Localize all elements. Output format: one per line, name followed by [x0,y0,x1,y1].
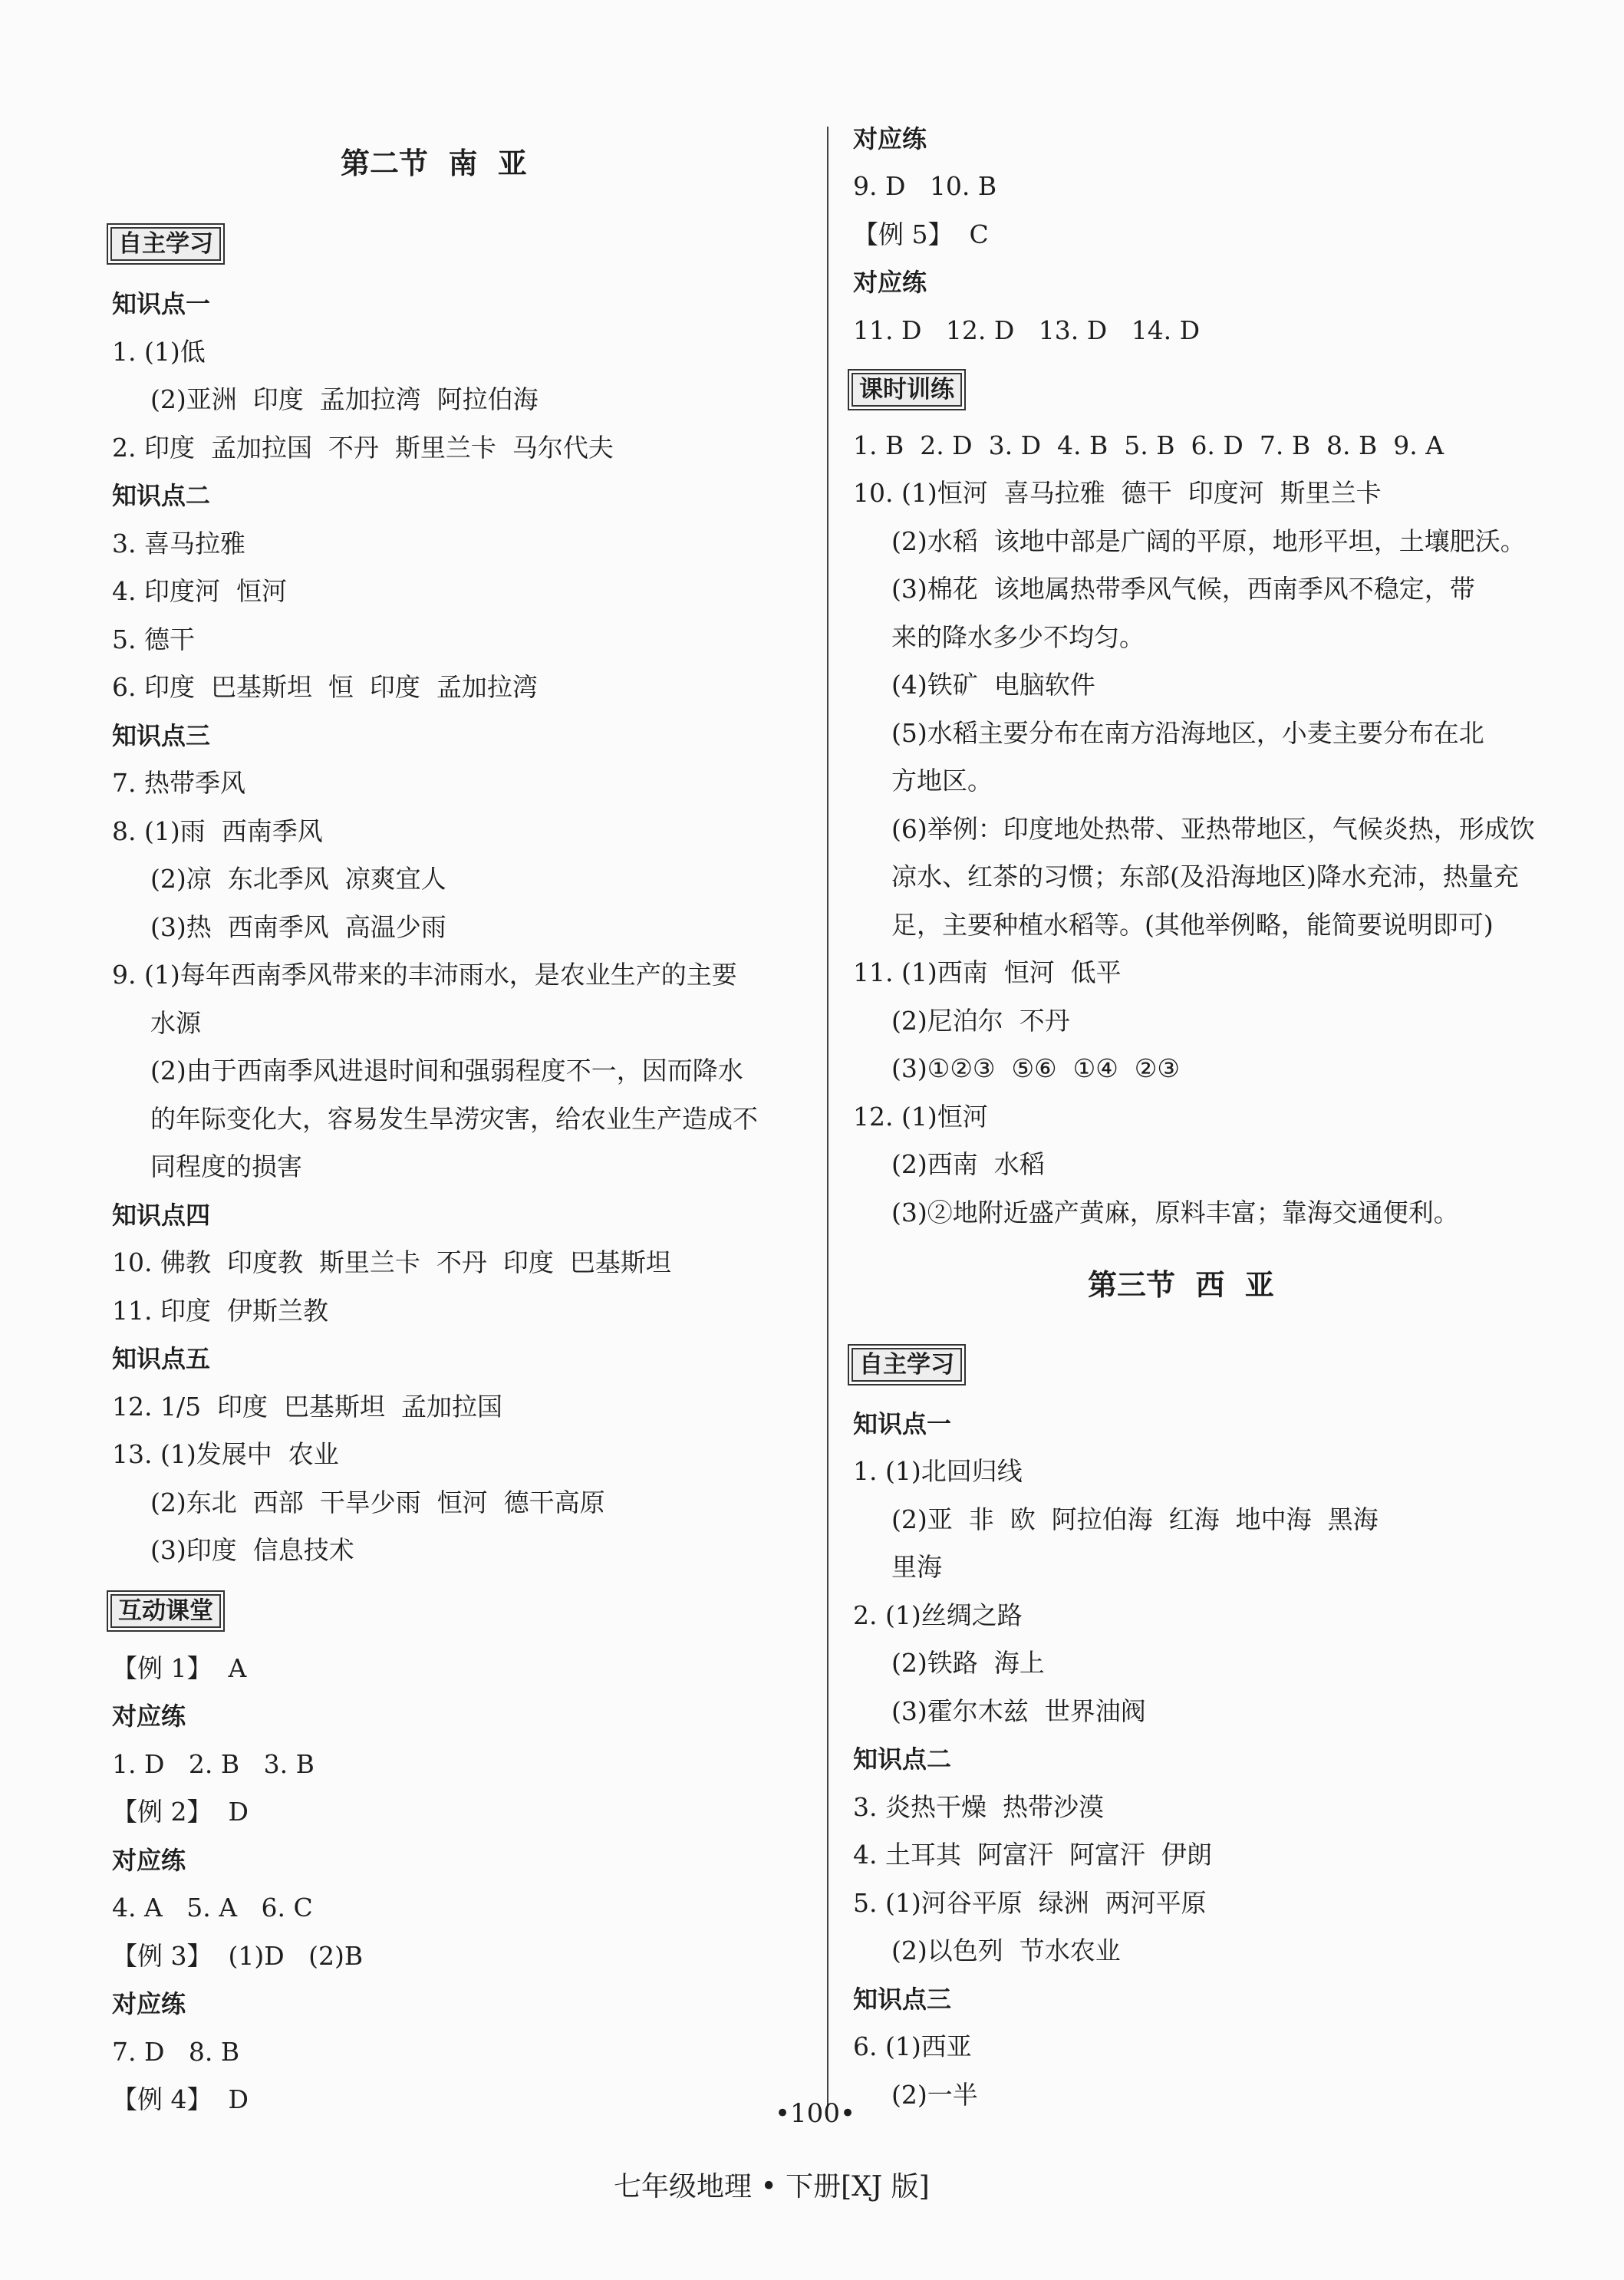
answer-line: (4)铁矿 电脑软件 [891,670,1095,700]
answer-line: 4. A 5. A 6. C [112,1893,313,1923]
answer-line: 4. 土耳其 阿富汗 阿富汗 伊朗 [853,1840,1212,1870]
answer-line: 水源 [150,1008,201,1038]
example-line: 【例 2】 D [112,1797,249,1827]
answer-line: 7. 热带季风 [112,768,245,798]
example-line: 【例 1】 A [112,1653,247,1683]
answer-line: 9. D 10. B [853,171,997,201]
answer-line: (2)由于西南季风进退时间和强弱程度不一，因而降水 [150,1056,743,1086]
answer-line: 10. (1)恒河 喜马拉雅 德干 印度河 斯里兰卡 [853,478,1382,508]
answer-line: 13. (1)发展中 农业 [112,1439,339,1469]
answer-line: 12. 1/5 印度 巴基斯坦 孟加拉国 [112,1392,503,1422]
knowledge-point-heading: 知识点四 [112,1201,211,1230]
answer-line: 8. (1)雨 西南季风 [112,816,323,846]
answer-line: (3)棉花 该地属热带季风气候，西南季风不稳定，带 [891,574,1475,604]
answer-line: 2. 印度 孟加拉国 不丹 斯里兰卡 马尔代夫 [112,433,614,463]
answer-line: 1. D 2. B 3. B [112,1749,315,1779]
answer-line: 10. 佛教 印度教 斯里兰卡 不丹 印度 巴基斯坦 [112,1247,671,1277]
answer-line: 2. (1)丝绸之路 [853,1600,1023,1630]
knowledge-point-heading: 知识点三 [112,721,211,750]
answer-line: (3)霍尔木兹 世界油阀 [891,1696,1146,1726]
answer-line: 6. (1)西亚 [853,2031,972,2061]
answer-line: 1. (1)北回归线 [853,1456,1023,1486]
knowledge-point-heading: 知识点一 [853,1409,952,1438]
answer-line: 5. 德干 [112,624,195,654]
answer-line: 11. 印度 伊斯兰教 [112,1296,328,1326]
answer-line: 同程度的损害 [150,1152,302,1181]
answer-line: 凉水、红茶的习惯；东部(及沿海地区)降水充沛，热量充 [891,862,1519,891]
knowledge-point-heading: 知识点二 [112,481,211,510]
knowledge-point-heading: 知识点五 [112,1344,211,1373]
answer-line: 12. (1)恒河 [853,1102,988,1132]
book-footer: 七年级地理 • 下册[XJ 版] [614,2171,930,2203]
answer-line: (2)铁路 海上 [891,1648,1045,1678]
example-line: 【例 5】 C [853,219,989,249]
column-divider [827,127,828,2106]
practice-heading: 对应练 [853,124,927,153]
knowledge-point-heading: 知识点二 [853,1745,952,1774]
answer-line: 来的降水多少不均匀。 [891,622,1145,652]
answer-line: (6)举例：印度地处热带、亚热带地区，气候炎热，形成饮 [891,814,1535,844]
practice-heading: 对应练 [112,1846,186,1875]
answer-line: 7. D 8. B [112,2037,240,2067]
answer-line: 里海 [891,1552,942,1582]
answer-line: (2)凉 东北季风 凉爽宜人 [150,864,446,894]
answer-line: 6. 印度 巴基斯坦 恒 印度 孟加拉湾 [112,672,538,702]
answer-line: 11. D 12. D 13. D 14. D [853,315,1201,345]
knowledge-point-heading: 知识点一 [112,289,211,318]
answer-line: (5)水稻主要分布在南方沿海地区，小麦主要分布在北 [891,718,1484,748]
answer-line: (2)亚洲 印度 孟加拉湾 阿拉伯海 [150,384,539,414]
answer-line: 4. 印度河 恒河 [112,576,287,606]
section-title: 第二节 南 亚 [341,147,527,180]
answer-line: (3)②地附近盛产黄麻，原料丰富；靠海交通便利。 [891,1198,1459,1227]
answer-line: (2)西南 水稻 [891,1149,1045,1179]
answer-line: 1. (1)低 [112,337,206,367]
answer-line: 1. B 2. D 3. D 4. B 5. B 6. D 7. B 8. B 9. A [853,430,1444,460]
answer-line: (2)尼泊尔 不丹 [891,1006,1070,1036]
answer-line: 11. (1)西南 恒河 低平 [853,957,1122,987]
answer-line: (3)热 西南季风 高温少雨 [150,912,446,942]
answer-line: (2)以色列 节水农业 [891,1936,1121,1965]
answer-line: (2)东北 西部 干旱少雨 恒河 德干高原 [150,1488,605,1517]
answer-line: 3. 炎热干燥 热带沙漠 [853,1792,1104,1822]
answer-line: (2)一半 [891,2080,978,2110]
example-line: 【例 4】 D [112,2084,249,2114]
answer-line: (3)印度 信息技术 [150,1535,354,1565]
example-line: 【例 3】 (1)D (2)B [112,1941,364,1971]
answer-line: 9. (1)每年西南季风带来的丰沛雨水，是农业生产的主要 [112,960,737,990]
section-title: 第三节 西 亚 [1088,1268,1274,1302]
answer-line: 方地区。 [891,766,993,796]
answer-line: 5. (1)河谷平原 绿洲 两河平原 [853,1888,1207,1918]
practice-heading: 对应练 [853,268,927,297]
answer-line: (2)水稻 该地中部是广阔的平原，地形平坦，土壤肥沃。 [891,526,1526,556]
answer-line: (3)①②③ ⑤⑥ ①④ ②③ [891,1053,1180,1083]
answer-line: 的年际变化大，容易发生旱涝灾害，给农业生产造成不 [150,1104,758,1134]
section-box-self-study: 自主学习 [852,1348,962,1382]
practice-heading: 对应练 [112,1989,186,2018]
section-box-lesson-training: 课时训练 [852,373,962,407]
answer-line: 3. 喜马拉雅 [112,529,245,558]
section-box-interactive-class: 互动课堂 [110,1594,221,1628]
practice-heading: 对应练 [112,1702,186,1731]
answer-line: 足，主要种植水稻等。(其他举例略，能简要说明即可) [891,910,1494,940]
page-number: •100• [775,2098,856,2129]
knowledge-point-heading: 知识点三 [853,1985,952,2014]
answer-line: (2)亚 非 欧 阿拉伯海 红海 地中海 黑海 [891,1504,1379,1534]
section-box-self-study: 自主学习 [110,227,221,261]
